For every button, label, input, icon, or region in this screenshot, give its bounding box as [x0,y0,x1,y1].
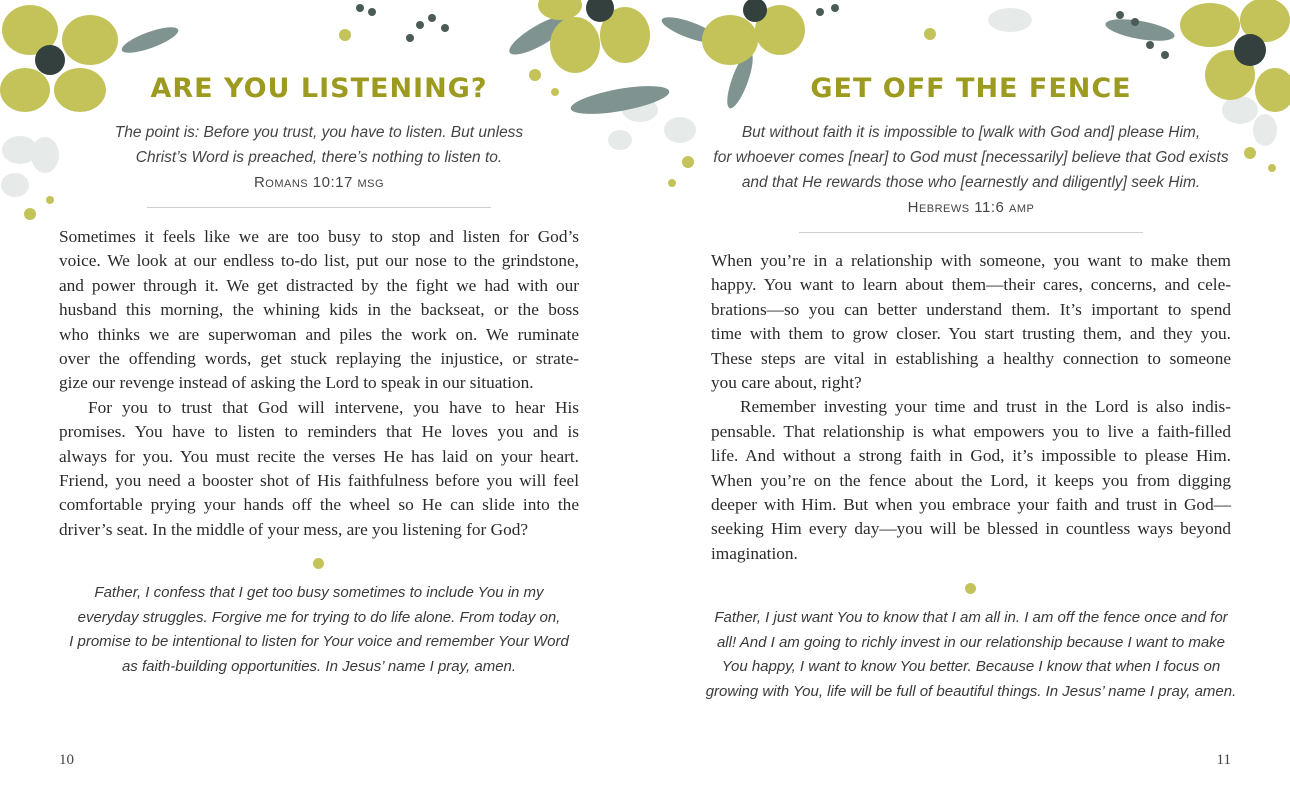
scripture-reference: Hebrews 11:6 amp [907,199,1035,216]
body-line: Remember investing your time and trust in the Lord is also indis- [740,397,1231,417]
verse-line: The point is: Before you trust, you have to listen. But unless [114,124,524,141]
prayer [29,581,609,679]
divider [147,207,491,208]
body-line: Sometimes it feels like we are too busy to stop and listen for God’s [59,227,579,246]
body-line: comfortable prying your hands off the wheel so He can slide into the [59,495,579,515]
devotion-title: ARE YOU LISTENING? [150,73,488,104]
prayer [681,606,1261,704]
prayer-line: You happy, I want to know You better. Because I know that when I focus on [721,658,1221,675]
body-line: over the offending words, get stuck replaying the injustice, or strate- [59,349,579,369]
body-line: These steps are vital in establishing a healthy connection to someone [711,348,1231,368]
prayer-line: everyday struggles. Forgive me for trying to do life alone. From today on, [77,608,561,626]
body-line: life. And without a strong faith in God, it’s impossible to please Him. [711,446,1231,466]
body-line: When you’re on the fence about the Lord, it keeps you from digging [711,470,1231,490]
body-line: seeking Him every day—you will be blessed in countless ways beyond [711,519,1231,539]
body-line: always for you. You must recite the verses He has laid on your heart. [59,446,579,466]
body-line: imagination. [711,543,798,563]
prayer-line: Father, I just want You to know that I am all in. I am off the fence once and for [714,609,1228,626]
verse-line: for whoever comes [near] to God must [necessarily] believe that God exists [713,149,1229,166]
prayer-line: growing with You, life will be full of beautiful things. In Jesus’ name I pray, amen. [705,682,1237,700]
body-line: pensable. That relationship is what empowers you to live a faith-filled [711,421,1231,441]
verse-line: But without faith it is impossible to [walk with God and] please Him, [741,124,1201,141]
body-line: Friend, you need a booster shot of His faithfulness before you will feel [59,471,579,491]
body-line: husband this morning, the whining kids in the backseat, or the boss [59,300,579,320]
devotion-title: GET OFF THE FENCE [810,73,1132,104]
page-number: 11 [1216,752,1231,768]
divider [799,232,1143,233]
prayer-line: as faith-building opportunities. In Jesus’ name I pray, amen. [121,657,517,675]
body-text [711,249,1231,566]
ornament-dot [313,558,324,569]
body-line: gize our revenge instead of asking the Lord to speak in our situation. [59,373,534,393]
ornament-dot [965,583,976,594]
body-line: When you’re in a relationship with someone, you want to make them [711,251,1231,270]
body-line: voice. We look at our endless to-do list, put our nose to the grindstone, [59,251,579,271]
verse-line: and that He rewards those who [earnestly and diligently] seek Him. [741,174,1201,191]
body-line: happy. You want to learn about them—their cares, concerns, and cele- [711,275,1231,295]
body-line: who thinks we are superwoman and piles the work on. We ruminate [59,324,579,344]
body-line: For you to trust that God will intervene, you have to hear His [88,397,579,417]
body-line: you care about, right? [711,373,862,393]
prayer-line: Father, I confess that I get too busy sometimes to include You in my [94,584,544,601]
verse-line: Christ’s Word is preached, there’s nothing to listen to. [135,149,503,166]
body-line: time with them to grow closer. You start trusting them, and they you. [711,324,1231,344]
body-line: brations—so you can better understand them. It’s important to spend [711,299,1231,319]
prayer-line: I promise to be intentional to listen for Your voice and remember Your Word [69,633,569,650]
body-text [59,225,579,542]
body-line: promises. You have to listen to reminders that He loves you and is [59,422,579,442]
body-line: driver’s seat. In the middle of your mess, are you listening for God? [59,519,529,539]
prayer-line: all! And I am going to richly invest in our relationship because I want to make [716,633,1226,651]
body-line: and power through it. We get distracted by the fight we had with our [59,275,579,295]
scripture-reference: Romans 10:17 msg [253,174,385,191]
page-number: 10 [59,752,74,768]
scripture-quote [671,120,1271,220]
scripture-quote [19,120,619,195]
body-line: deeper with Him. But when you embrace your faith and trust in God— [711,495,1231,515]
